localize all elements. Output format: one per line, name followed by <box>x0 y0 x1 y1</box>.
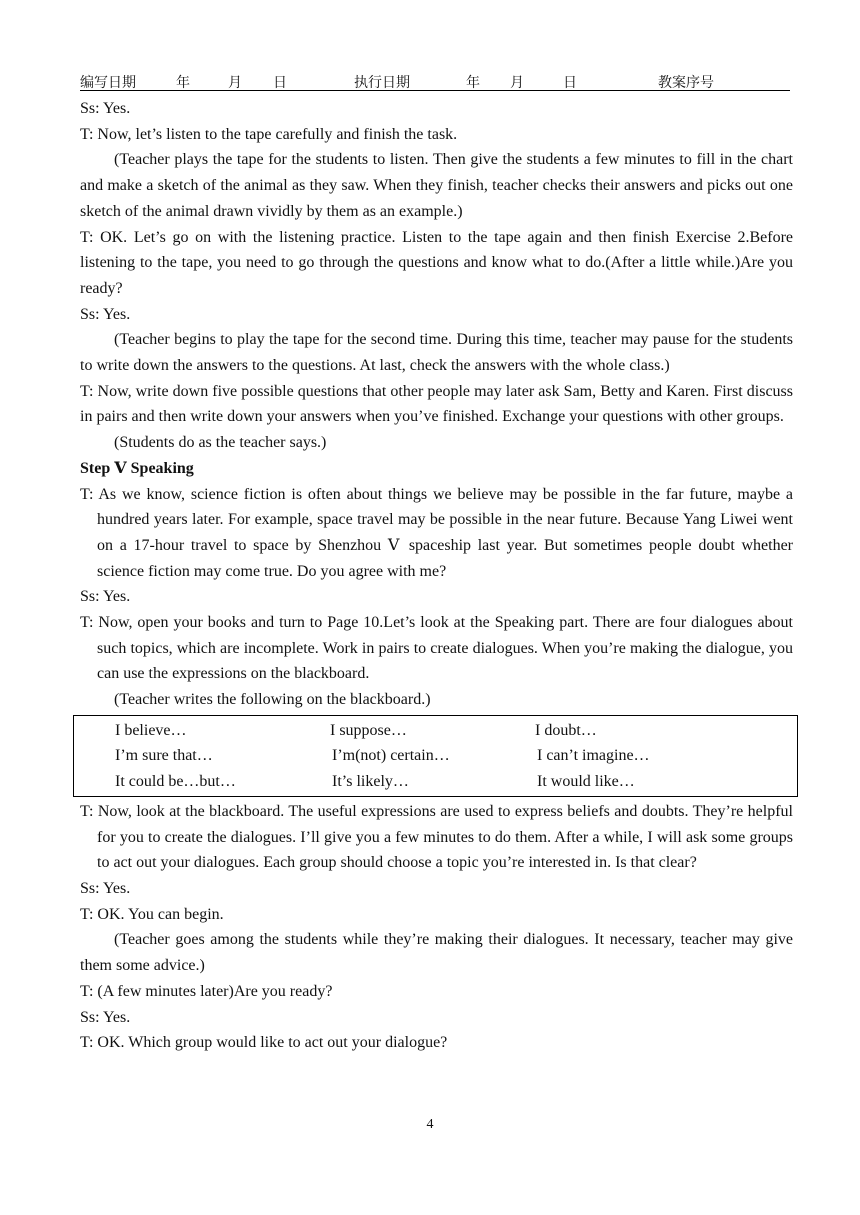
expression: It could be…but… <box>115 772 236 790</box>
paragraph: (Students do as the teacher says.) <box>114 434 327 452</box>
page-number: 4 <box>426 1117 434 1132</box>
paragraph: Ss: Yes. <box>80 305 131 323</box>
paragraph: (Teacher goes among the students while they’re making their dialogues. It necessary, teacher may give them some advice.) <box>80 931 793 975</box>
paragraph: T: Now, look at the blackboard. The useful expressions are used to express beliefs and doubts. They’re helpful for you to create the dialogues. I’ll give you a few minutes to do them. After a while, I will ask some groups to act out your dialogues. Each group should choose a topic you’re interested in. Is that clear? <box>80 802 793 872</box>
blackboard-box <box>73 715 798 797</box>
year-label-2: 年 <box>466 76 480 91</box>
expression: It’s likely… <box>332 772 409 790</box>
day-label-2: 日 <box>563 76 577 91</box>
year-label-1: 年 <box>176 76 190 91</box>
paragraph: Ss: Yes. <box>80 588 131 606</box>
paragraph: (Teacher writes the following on the blackboard.) <box>114 691 431 709</box>
expression: I’m(not) certain… <box>332 746 450 764</box>
expression: I suppose… <box>330 721 407 739</box>
expression: I doubt… <box>535 721 597 739</box>
paragraph: T: OK. Which group would like to act out your dialogue? <box>80 1034 448 1052</box>
expression: I’m sure that… <box>115 746 213 764</box>
paragraph: T: OK. Let’s go on with the listening practice. Listen to the tape again and then finish Exercise 2.Before listening to the tape, you need to go through the questions and know what to do.(After a little while.)Are you ready? <box>80 228 793 297</box>
paragraph: T: OK. You can begin. <box>80 905 224 923</box>
paragraph: Ss: Yes. <box>80 1008 131 1026</box>
month-label-2: 月 <box>510 76 524 91</box>
paragraph: Ss: Yes. <box>80 879 131 897</box>
paragraph: T: Now, open your books and turn to Page 10.Let’s look at the Speaking part. There are four dialogues about such topics, which are incomplete. Work in pairs to create dialogues. When you’re making the dialogue, you can use the expressions on the blackboard. <box>80 614 793 683</box>
day-label-1: 日 <box>273 76 287 91</box>
document-body <box>80 96 793 1056</box>
paragraph: (Teacher plays the tape for the students to listen. Then give the students a few minutes to fill in the chart and make a sketch of the animal as they saw. When they finish, teacher checks their answers and picks out one sketch of the animal drawn vividly by them as an example.) <box>80 151 793 220</box>
paragraph: T: (A few minutes later)Are you ready? <box>80 982 333 1000</box>
exec-date-label: 执行日期 <box>354 76 410 91</box>
paragraph: T: Now, let’s listen to the tape carefully and finish the task. <box>80 125 458 143</box>
expression: I can’t imagine… <box>537 746 650 764</box>
expression: I believe… <box>115 721 187 739</box>
month-label-1: 月 <box>228 76 242 91</box>
paragraph: (Teacher begins to play the tape for the second time. During this time, teacher may pause for the students to write down the answers to the questions. At last, check the answers with the whole class.) <box>80 331 793 375</box>
section-heading: Step Ⅴ Speaking <box>80 459 194 477</box>
paragraph: T: Now, write down five possible questions that other people may later ask Sam, Betty and Karen. First discuss in pairs and then write down your answers when you’ve finished. Exchange your questions with other groups. <box>80 382 793 426</box>
expression: It would like… <box>537 772 635 790</box>
compile-date-label: 编写日期 <box>80 76 136 91</box>
plan-number-label: 教案序号 <box>658 76 714 91</box>
paragraph: T: As we know, science fiction is often about things we believe may be possible in the far future, maybe a hundred years later. For example, space travel may be possible in the near future. Because Yang Liwei went on a 17-hour travel to space by Shenzhou Ⅴ spaceship last year. But sometimes people doubt whether science fiction may come true. Do you agree with me? <box>80 485 793 580</box>
paragraph: Ss: Yes. <box>80 100 131 117</box>
page-header <box>80 70 790 91</box>
